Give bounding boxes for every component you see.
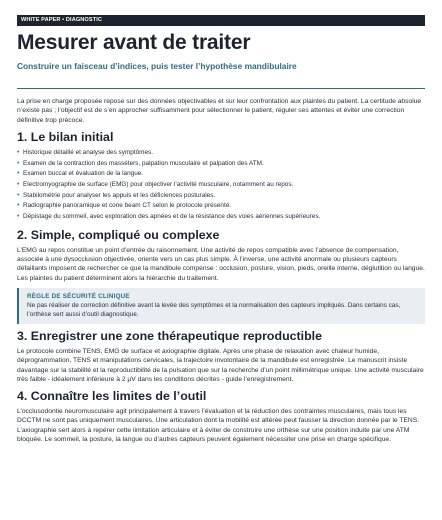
- list-item-text: Examen de la contraction des masséters, palpation musculaire et palpation des ATM.: [23, 159, 264, 167]
- list-item-text: Examen buccal et évaluation de la langue.: [23, 170, 144, 178]
- callout-title: RÈGLE DE SÉCURITÉ CLINIQUE: [27, 293, 130, 300]
- list-item-text: Historique détaillé et analyse des symptômes.: [23, 148, 154, 156]
- clinical-safety-callout: [17, 288, 425, 324]
- divider: [17, 88, 425, 89]
- document-tag: WHITE PAPER • DIAGNOSTIC: [17, 15, 425, 26]
- list-item: [17, 159, 425, 170]
- list-item-text: Dépistage du sommeil, avec exploration des apnées et de la résistance des voies aériennes supérieures.: [23, 213, 321, 221]
- list-item-text: Electromyographie de surface (EMG) pour objectiver l’activité musculaire, notamment au repos.: [23, 181, 294, 188]
- page-subtitle: Construire un faisceau d’indices, puis tester l’hypothèse mandibulaire: [17, 61, 297, 71]
- section-2-heading: 2. Simple, compliqué ou complexe: [17, 227, 220, 242]
- list-item: [17, 212, 425, 223]
- intro-paragraph: La prise en charge proposée repose sur des données objectivables et sur leur confrontation aux plaintes du patient. La certitude absolue n’existe pas ; l’objectif est de s’en approcher suffisamment pour sélectionner le patient, réguler ses attentes et éviter une correction définitive trop précoce.: [17, 98, 422, 124]
- bullet-icon: •: [17, 181, 20, 188]
- bullet-icon: •: [17, 170, 20, 178]
- list-item: [17, 169, 425, 180]
- list-item: [17, 191, 425, 202]
- page-title: Mesurer avant de traiter: [17, 31, 251, 54]
- bullet-icon: •: [17, 191, 20, 199]
- bullet-icon: •: [17, 148, 20, 156]
- section-4-body: L’occlusodontie neuromusculaire agit principalement à travers l’évaluation et la réduction des contraintes musculaires, mais tous les DCCTM ne sont pas uniquement musculaires. Une articulation dont la mobilité est altérée peut fausser la direction donnée par le TENS. L’axiographie sert alors à repérer cette limitation articulaire et à éviter de construire une orthèse sur une position induite par une ATM bloquée. Le sommeil, la posture, la langue ou d’autres capteurs peuvent également nécessiter une prise en charge spécifique.: [17, 408, 420, 444]
- list-item-text: Stabilométrie pour analyser les appuis et les déficiences posturales.: [23, 191, 216, 199]
- list-item: [17, 201, 425, 212]
- initial-assessment-list: [17, 148, 425, 223]
- list-item: [17, 180, 425, 191]
- section-1-heading: 1. Le bilan initial: [17, 129, 114, 144]
- bullet-icon: •: [17, 213, 20, 221]
- list-item-text: Radiographie panoramique et cone beam CT selon le protocole présenté.: [23, 202, 232, 210]
- callout-body: Ne pas réaliser de correction définitive avant la levée des symptômes et la normalisation des capteurs impliqués. Dans certains cas, l’orthèse sert aussi d’outil diagnostique.: [27, 302, 401, 318]
- bullet-icon: •: [17, 159, 20, 167]
- section-3-body: Le protocole combine TENS, EMG de surface et axiographie digitale. Après une phase de relaxation avec chaleur humide, déprogrammation, TENS et manipulations cervicales, la trajectoire involontaire de la mandibule est enregistrée. Le manuscrit insiste davantage sur la stabilité et la reproductibilité de la pulsation que sur la recherche d’un point millimétrique unique. Une activité musculaire très faible - idéalement inférieure à 2 µV dans les conditions décrites - guide l’enregistrement.: [17, 348, 424, 383]
- section-2-body: L’EMG au repos constitue un point d’entrée du raisonnement. Une activité de repos compatible avec l’absence de compensation, associée à une dysocclusion objectivée, oriente vers un cas plus simple. À l’inverse, une activité anormale ou plusieurs capteurs défaillants imposent de rechercher ce que la mandibule compense : occlusion, posture, vision, pieds, oreille interne, déglutition ou langue. Les plaintes du patient déterminent alors la hiérarchie du traitement.: [17, 246, 425, 282]
- document-page: [0, 15, 442, 520]
- list-item: [17, 148, 425, 159]
- section-4-heading: 4. Connaître les limites de l’outil: [17, 389, 207, 404]
- section-3-heading: 3. Enregistrer une zone thérapeutique reproductible: [17, 329, 323, 343]
- bullet-icon: •: [17, 202, 20, 210]
